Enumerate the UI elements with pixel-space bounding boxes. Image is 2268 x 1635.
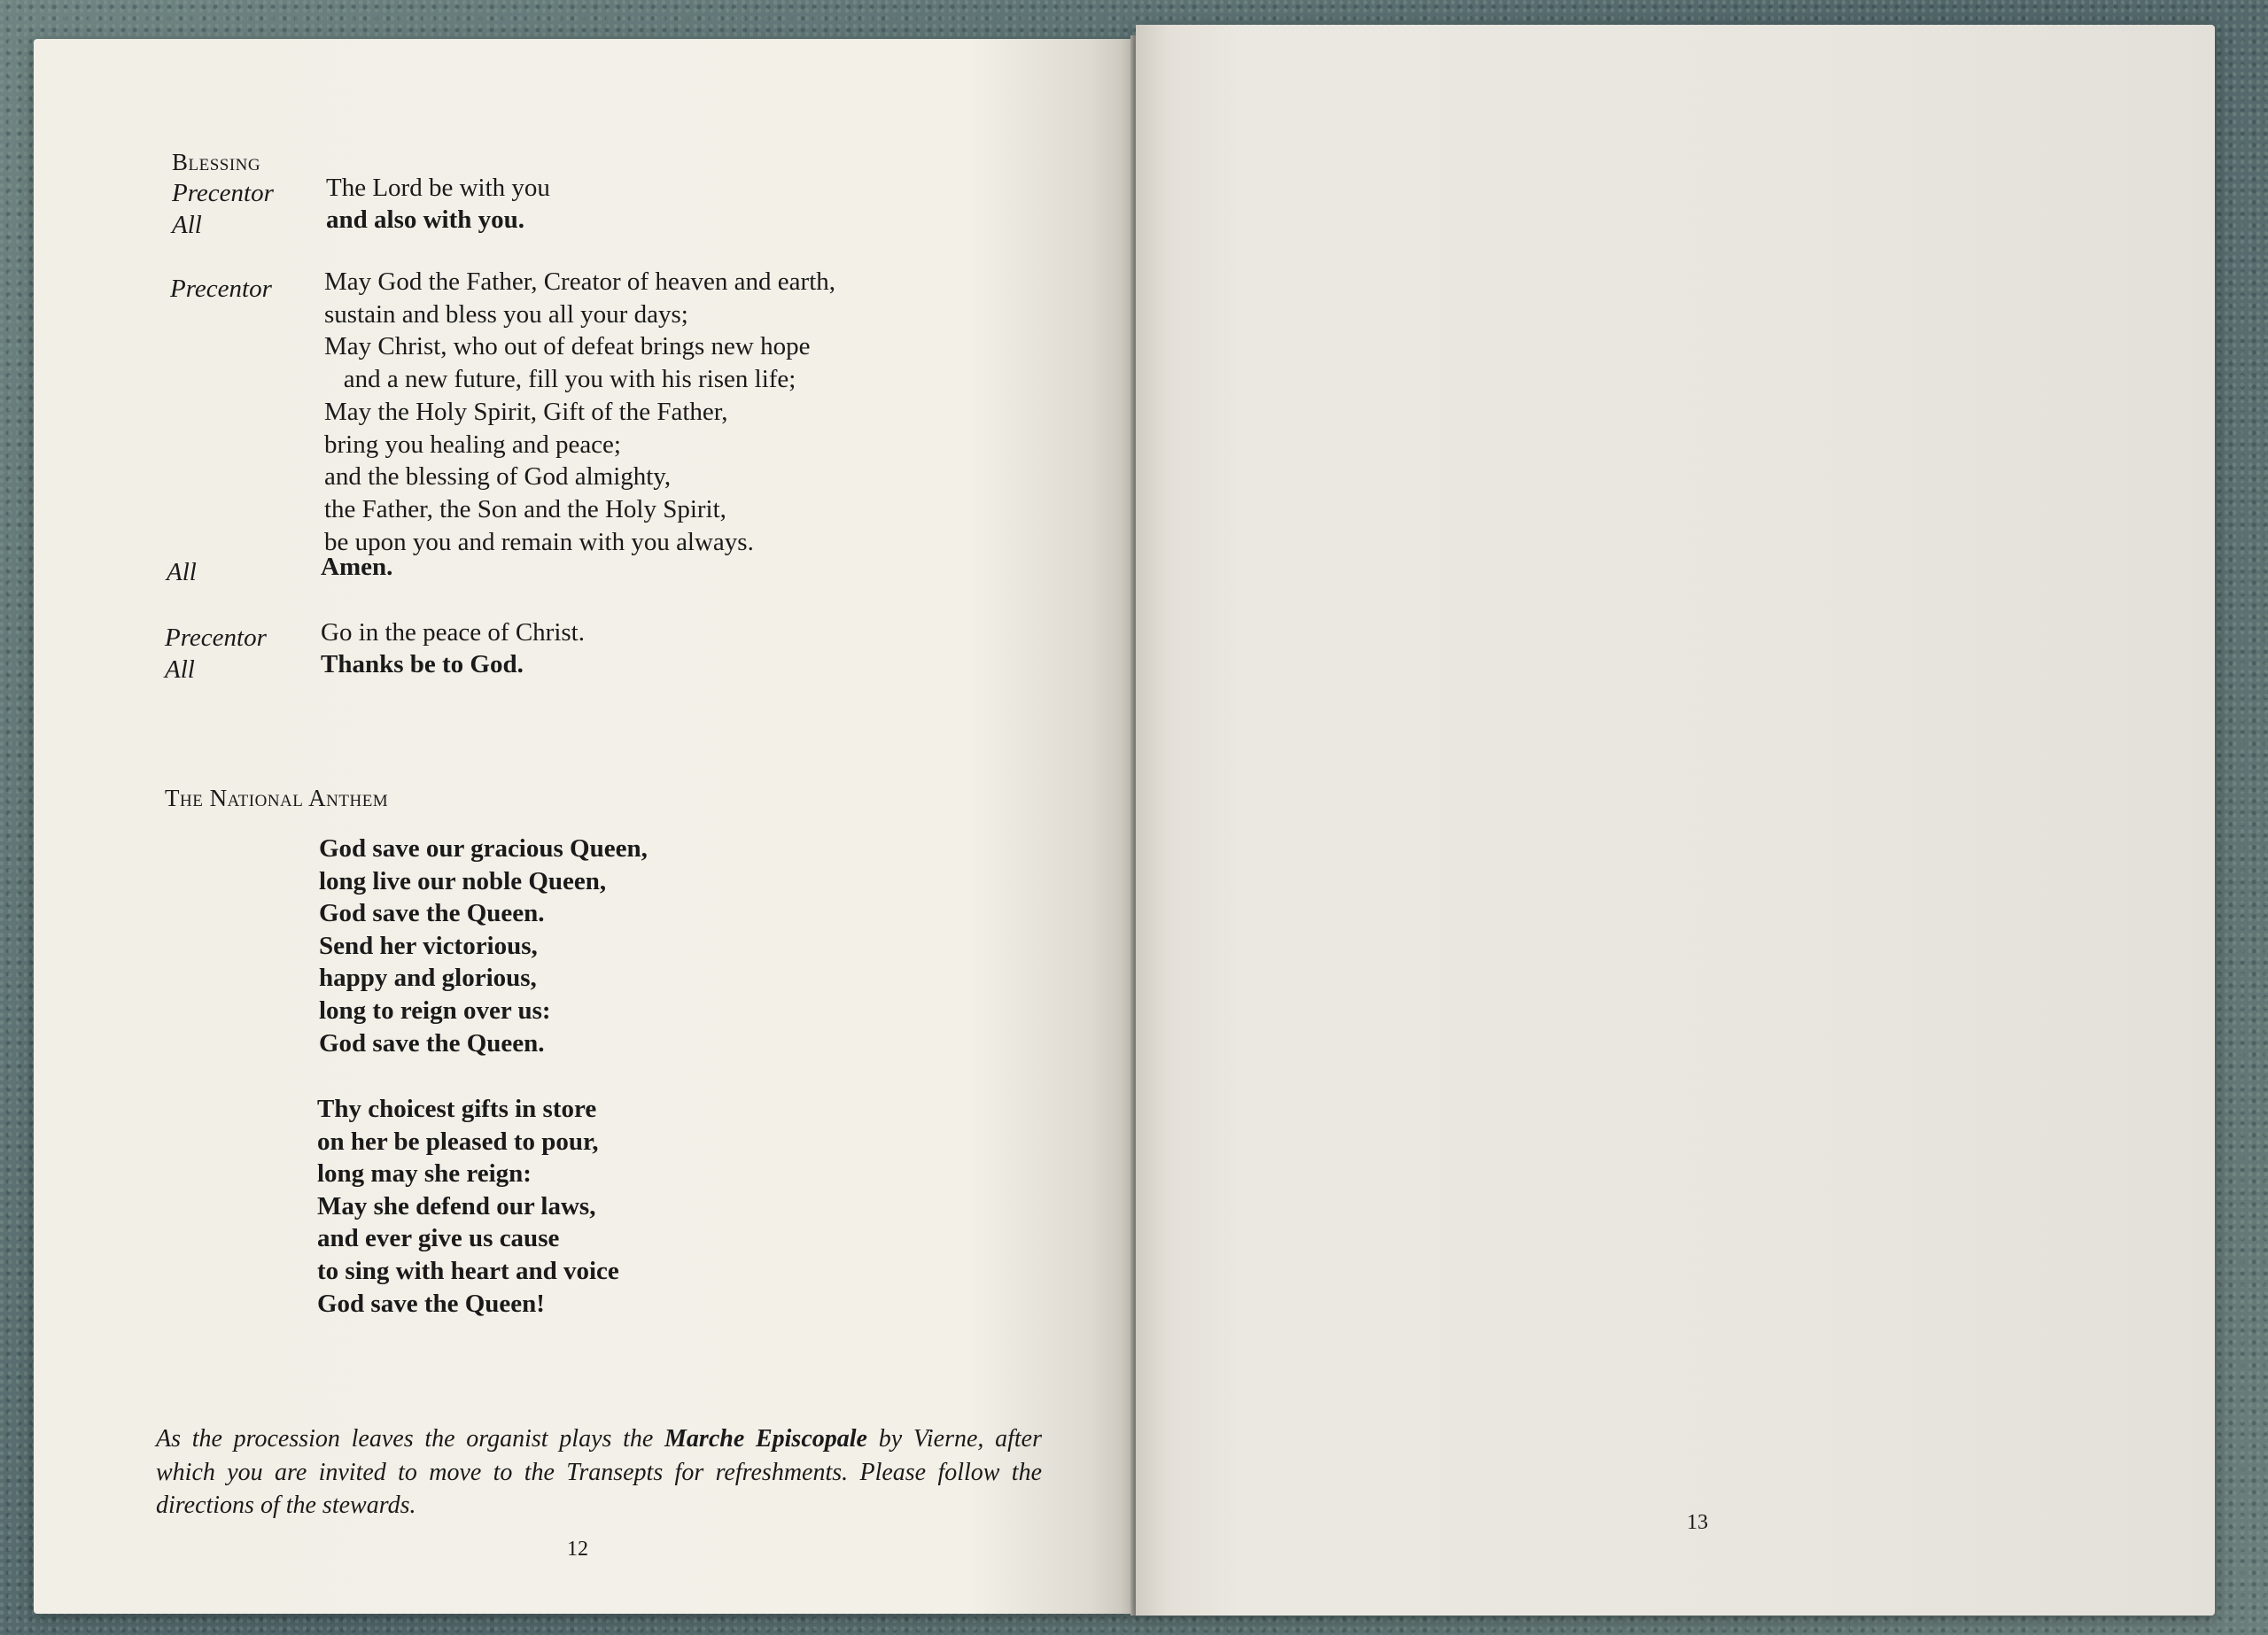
right-page-content — [1136, 25, 2215, 1616]
anthem-verse-1 — [319, 833, 648, 1059]
role-label: Precentor — [170, 275, 272, 303]
role-label: All — [165, 655, 195, 684]
blessing-line: the Father, the Son and the Holy Spirit, — [324, 494, 726, 523]
note-text: As the procession leaves the organist plays the — [156, 1425, 665, 1453]
blessing-line: be upon you and remain with you always. — [324, 527, 754, 556]
blessing-line: and a new future, fill you with his risen life; — [324, 365, 796, 394]
music-title: Marche Episcopale — [664, 1425, 867, 1453]
anthem-line: happy and glorious, — [319, 964, 537, 993]
anthem-line: to sing with heart and voice — [317, 1256, 619, 1285]
blessing-line: bring you healing and peace; — [324, 430, 621, 459]
anthem-line: long may she reign: — [317, 1159, 532, 1189]
role-label: All — [172, 211, 202, 239]
liturgy-line: The Lord be with you — [326, 174, 550, 202]
blessing-line: and the blessing of God almighty, — [324, 462, 672, 492]
role-label: All — [167, 558, 197, 586]
anthem-line: long live our noble Queen, — [319, 866, 607, 895]
congregation-response: Thanks be to God. — [321, 650, 524, 678]
note-text: by Vierne, after which you are invited to move to the Transepts for refreshments. Please follow the directions of the stewards. — [156, 1425, 1042, 1519]
blessing-line: May Christ, who out of defeat brings new hope — [324, 332, 811, 361]
left-page-content — [34, 39, 1134, 1614]
blessing-line: sustain and bless you all your days; — [324, 299, 688, 329]
anthem-line: Thy choicest gifts in store — [317, 1095, 597, 1123]
left-page — [34, 39, 1134, 1614]
role-label: Precentor — [165, 624, 267, 652]
anthem-heading: The National Anthem — [165, 785, 389, 811]
blessing-line: May the Holy Spirit, Gift of the Father, — [324, 397, 728, 426]
anthem-line: God save the Queen. — [319, 1028, 545, 1058]
page-number: 13 — [1687, 1511, 1708, 1534]
anthem-line: Send her victorious, — [319, 931, 538, 960]
procession-note — [156, 1422, 1042, 1523]
blessing-line: May God the Father, Creator of heaven and earth, — [324, 267, 836, 296]
right-page — [1136, 25, 2215, 1616]
page-number: 12 — [567, 1538, 588, 1561]
anthem-line: and ever give us cause — [317, 1224, 560, 1253]
anthem-line: God save the Queen! — [317, 1289, 545, 1318]
blessing-heading: Blessing — [172, 149, 261, 175]
anthem-line: God save the Queen. — [319, 899, 545, 928]
amen-response: Amen. — [321, 553, 393, 581]
anthem-line: May she defend our laws, — [317, 1191, 596, 1220]
blessing-text — [324, 266, 835, 558]
role-label: Precentor — [172, 179, 274, 207]
anthem-line: long to reign over us: — [319, 996, 551, 1025]
congregation-response: and also with you. — [326, 205, 525, 234]
anthem-line: on her be pleased to pour, — [317, 1127, 599, 1156]
anthem-line: God save our gracious Queen, — [319, 834, 648, 863]
anthem-verse-2 — [317, 1093, 619, 1320]
liturgy-line: Go in the peace of Christ. — [321, 618, 585, 647]
